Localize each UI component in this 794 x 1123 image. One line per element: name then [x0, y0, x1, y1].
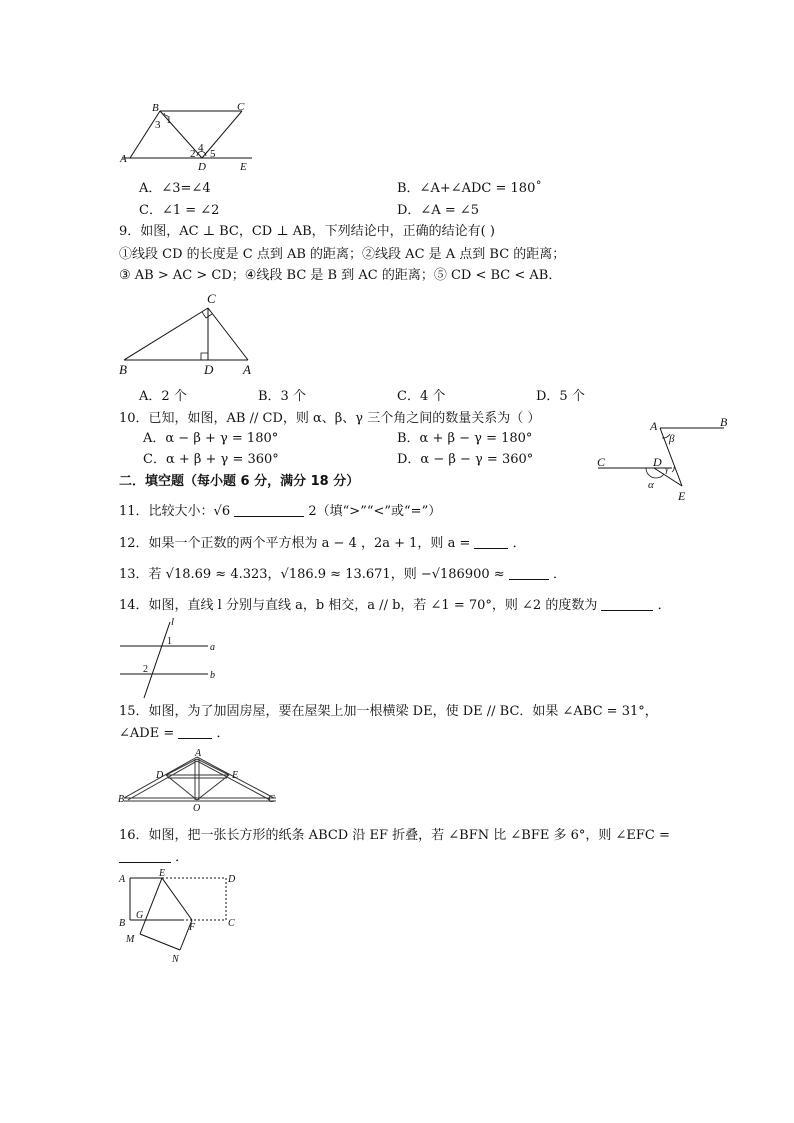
- q10-option-c: C．α + β + γ = 360°: [143, 452, 279, 467]
- q16-label-f: F: [189, 922, 196, 933]
- q14-text-before: 14．如图，直线 l 分别与直线 a，b 相交，a // b，若 ∠1 = 70°，则 ∠2 的度数为: [119, 598, 598, 613]
- q12-text-before: 12．如果一个正数的两个平方根为 a − 4 ，2a + 1，则 a =: [119, 536, 471, 551]
- q14-label-a: a: [210, 642, 215, 653]
- q10-option-a: A．α − β + γ = 180°: [143, 431, 279, 446]
- q13-text: [119, 567, 566, 583]
- q10-label-d: D: [653, 455, 662, 469]
- q8-option-d: D．∠A = ∠5: [397, 203, 480, 218]
- q16-line1: 16．如图，把一张长方形的纸条 ABCD 沿 EF 折叠，若 ∠BFN 比 ∠BFE 多 6°，则 ∠EFC =: [119, 828, 670, 843]
- q9-option-a: A．2 个: [139, 389, 187, 404]
- q8-label-4: 4: [198, 142, 204, 154]
- q14-label-2: 2: [143, 664, 148, 675]
- q9-figure: [116, 290, 256, 378]
- q10-label-alpha: α: [648, 479, 654, 491]
- q8-label-5: 5: [210, 148, 216, 160]
- q9-label-b: B: [119, 362, 127, 377]
- q10-label-beta: β: [669, 433, 675, 445]
- q16-label-m: M: [126, 934, 135, 945]
- q15-text-before: ∠ADE =: [119, 726, 175, 741]
- section-title: 二．填空题（每小题 6 分，满分 18 分）: [119, 474, 360, 489]
- q8-option-c: C．∠1 = ∠2: [139, 203, 220, 218]
- q15-label-d: D: [156, 770, 164, 781]
- q13-answer-blank[interactable]: [509, 567, 549, 580]
- q15-line2: [119, 726, 230, 742]
- q16-label-e: E: [159, 868, 166, 879]
- q12-text-after: ．: [512, 536, 526, 551]
- q10-stem: 10．已知，如图，AB // CD，则 α、β、γ 三个角之间的数量关系为（ ）: [119, 411, 541, 426]
- q11-text-before: 11．比较大小：√6: [119, 504, 231, 519]
- q9-option-d: D．5 个: [536, 389, 585, 404]
- q9-label-c: C: [207, 291, 216, 306]
- q8-label-e: E: [240, 161, 247, 173]
- q15-figure: [118, 748, 280, 814]
- q15-label-b: B: [118, 794, 125, 805]
- q8-label-d: D: [198, 161, 206, 173]
- q14-figure: [118, 618, 228, 700]
- q15-text-after: ．: [216, 726, 230, 741]
- q15-label-c: C: [268, 794, 275, 805]
- q14-text: [119, 598, 671, 614]
- q8-label-c: C: [237, 101, 245, 113]
- q12-text: [119, 536, 526, 552]
- q13-text-after: ．: [552, 567, 566, 582]
- q15-line1: 15．如图，为了加固房屋，要在屋架上加一根横梁 DE，使 DE // BC．如果 ∠ABC = 31°，: [119, 704, 658, 719]
- q14-text-after: ．: [657, 598, 671, 613]
- q15-answer-blank[interactable]: [178, 726, 212, 739]
- q9-option-c: C．4 个: [397, 389, 446, 404]
- q8-label-2: 2: [190, 148, 196, 160]
- q14-answer-blank[interactable]: [601, 598, 653, 611]
- q13-text-before: 13．若 √18.69 ≈ 4.323，√186.9 ≈ 13.671，则 −√186900 ≈: [119, 567, 505, 582]
- q16-answer-blank[interactable]: [119, 850, 171, 863]
- q10-label-gamma: γ: [665, 464, 669, 474]
- q16-line2: [119, 850, 188, 866]
- q8-label-1: 1: [166, 114, 172, 126]
- q16-label-g: G: [136, 910, 144, 921]
- q8-figure: [118, 100, 268, 172]
- q8-option-a: A．∠3=∠4: [139, 181, 211, 196]
- q10-figure: [594, 414, 734, 504]
- q11-text-after: 2（填“>”“<”或“=”）: [308, 504, 442, 519]
- q8-label-a: A: [120, 153, 127, 165]
- q9-option-b: B．3 个: [258, 389, 306, 404]
- q11-answer-blank[interactable]: [234, 504, 304, 517]
- q8-label-b: B: [152, 102, 159, 114]
- q10-label-a: A: [650, 419, 658, 433]
- q14-label-b: b: [210, 670, 215, 681]
- q14-label-1: 1: [167, 636, 172, 647]
- q8-option-b: B．∠A+∠ADC = 180˚: [397, 181, 542, 196]
- q16-label-d: D: [228, 874, 236, 885]
- q11-text: [119, 504, 441, 520]
- q9-label-d: D: [204, 362, 214, 377]
- q9-statement-line1: ①线段 CD 的长度是 C 点到 AB 的距离；②线段 AC 是 A 点到 BC 的距离；: [119, 247, 566, 262]
- q9-stem: 9．如图，AC ⊥ BC，CD ⊥ AB，下列结论中，正确的结论有( ): [119, 224, 495, 239]
- q8-label-3: 3: [155, 119, 161, 131]
- q12-answer-blank[interactable]: [474, 536, 508, 549]
- q9-statement-line2: ③ AB > AC > CD；④线段 BC 是 B 到 AC 的距离；⑤ CD < BC < AB．: [119, 268, 562, 283]
- q16-label-b: B: [119, 918, 126, 929]
- q10-label-c: C: [597, 455, 606, 469]
- q16-label-c: C: [228, 918, 235, 929]
- q9-label-a: A: [243, 362, 251, 377]
- q16-figure: [116, 868, 246, 968]
- q15-label-e: E: [232, 770, 239, 781]
- q15-label-a: A: [195, 748, 202, 759]
- q10-label-e: E: [678, 489, 686, 503]
- q16-label-a: A: [119, 874, 126, 885]
- q10-option-b: B．α + β − γ = 180°: [397, 431, 533, 446]
- q16-label-n: N: [172, 954, 179, 965]
- q15-label-o: O: [193, 803, 201, 814]
- q14-label-l: l: [171, 616, 175, 628]
- q16-text-after: ．: [175, 850, 189, 865]
- q10-option-d: D．α − β − γ = 360°: [397, 452, 534, 467]
- q10-label-b: B: [720, 415, 728, 429]
